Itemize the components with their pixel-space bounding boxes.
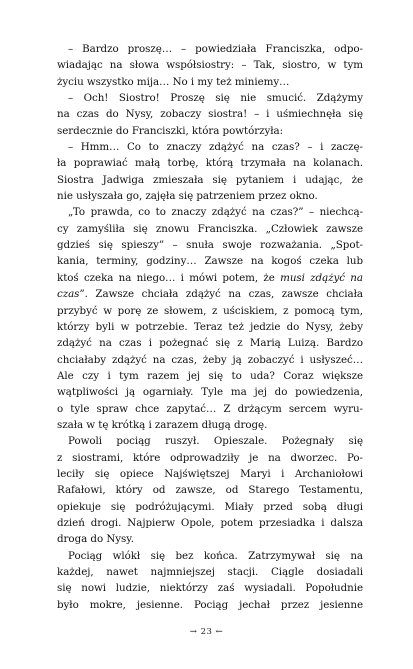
text-line: „To prawda, co to znaczy zdążyć na czas?” – niechcą- <box>68 206 363 219</box>
text-line: przybyć w porę ze słowem, z uściskiem, z pomocą tym, <box>57 304 363 317</box>
text-line: Rafałowi, który od zawsze, od Starego Testamentu, <box>57 484 363 497</box>
text-line: cy zamyśliła się znowu Franciszka. „Człowiek zawsze <box>57 222 363 235</box>
text-segment: ”. Zawsze chciała zdążyć na czas, zawsze chciała <box>79 288 363 301</box>
text-line: – Och! Siostro! Proszę się nie smucić. Zdążymy <box>68 92 363 105</box>
text-line: życiu wszystko mija… No i my też miniemy… <box>57 75 290 88</box>
text-line: dzień drogi. Najpierw Opole, potem przesiadka i dalsza <box>57 516 363 529</box>
text-line: – Hmm… Co to znaczy zdążyć na czas? – i zaczę- <box>68 141 363 154</box>
body-text <box>57 41 363 613</box>
text-line: ła poprawiać małą torbę, którą trzymała na kolanach. <box>57 157 363 170</box>
italic-segment: czas <box>57 288 80 301</box>
text-line: Powoli pociąg ruszył. Opieszale. Pożegnały się <box>68 435 363 448</box>
text-line: serdecznie do Franciszki, która powtórzyła: <box>57 124 284 137</box>
italic-segment: musi zdążyć na <box>280 271 363 284</box>
text-line: – Bardzo proszę… – powiedziała Franciszka, odpo- <box>68 43 363 55</box>
text-line: szała w tę krótką i zarazem długą drogę. <box>57 418 268 431</box>
text-line: Pociąg wlókł się bez końca. Zatrzymywał się na <box>68 549 363 562</box>
text-line: leciły się opiece Najświętszej Maryi i Archaniołowi <box>57 467 363 480</box>
text-line: zdążyć na czas i pożegnać się z Marią Luizą. Bardzo <box>57 337 363 350</box>
text-line: o tyle spraw chce zapytać… Z drżącym sercem wyru- <box>57 402 363 415</box>
text-line: gdzieś się spieszy” – snuła swoje rozważania. „Spot- <box>57 239 363 252</box>
text-line: było mokre, jesienne. Pociąg jechał przez jesienne <box>57 598 363 611</box>
text-line: Ale czy i tym razem jej się to uda? Coraz większe <box>57 369 363 382</box>
text-line-with-italic <box>57 286 363 302</box>
text-line: wiadając na słowa współsiostry: – Tak, siostro, w tym <box>57 59 363 72</box>
text-line: na czas do Nysy, zobaczy siostra! – i uśmiechnęła się <box>57 108 363 121</box>
text-line: chciałaby zdążyć na czas, żeby ją zobaczyć i usłyszeć… <box>57 353 363 366</box>
text-line: nie usłyszała go, zajęła się patrzeniem przez okno. <box>57 190 318 203</box>
text-line: każdej, nawet najmniejszej stacji. Ciągle dosiadali <box>57 566 363 578</box>
text-line: opiekuje się podróżującymi. Miały przed sobą długi <box>57 500 363 513</box>
text-line: się nowi ludzie, niektórzy zaś wysiadali. Popołudnie <box>57 582 363 595</box>
text-segment: ktoś czeka na niego… i mówi potem, że <box>57 271 281 284</box>
text-line: kania, terminy, godziny… Zawsze na kogoś czeka lub <box>57 255 363 268</box>
text-line: z siostrami, które odprowadziły je na dworzec. Po- <box>57 451 363 464</box>
text-line: Siostra Jadwiga zmieszała się pytaniem i udając, że <box>57 173 363 186</box>
page-number: → 23 ← <box>189 627 224 637</box>
text-line: którzy byli w potrzebie. Teraz też jedzie do Nysy, żeby <box>57 320 363 333</box>
text-line: wątpliwości ją ogarniały. Tyle ma jej do powiedzenia, <box>57 386 363 399</box>
text-line-with-italic <box>57 270 363 286</box>
text-line: droga do Nysy. <box>57 533 134 546</box>
